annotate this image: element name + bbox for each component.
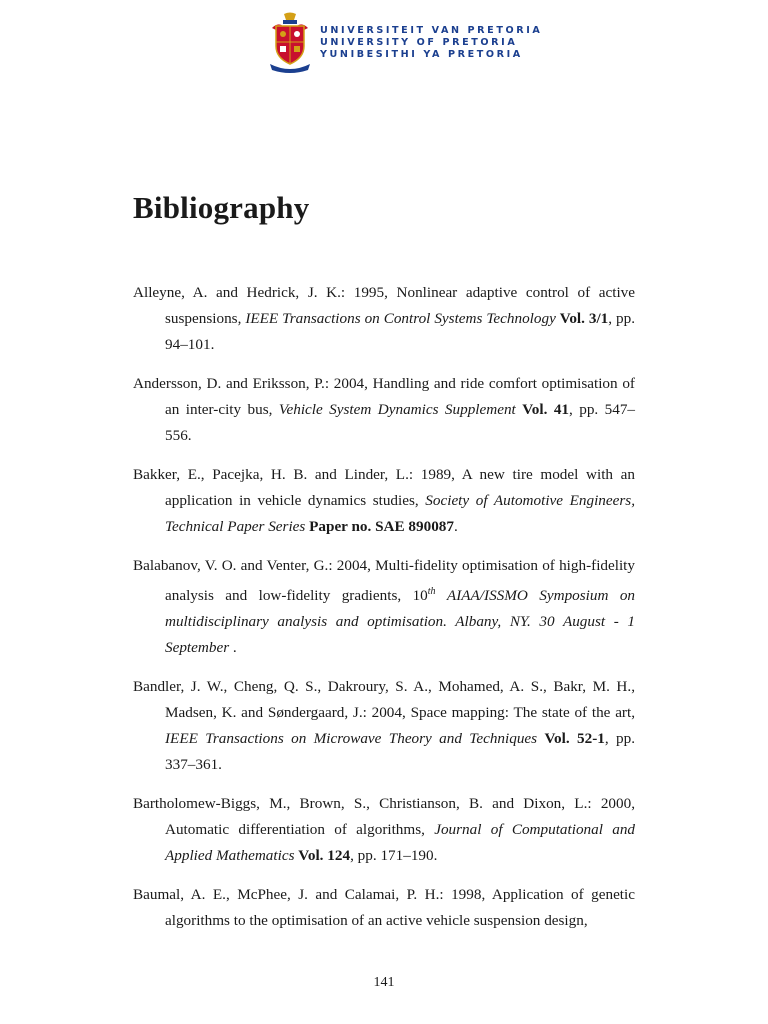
reference-entry [133, 280, 635, 358]
page-number: 141 [373, 975, 395, 990]
ref-title: Nonlinear adaptive control of active suspensions, [165, 284, 636, 327]
ref-authors: Bartholomew-Biggs, M., Brown, S., Christianson, B. and Dixon, L.: 2000, [133, 795, 635, 813]
ref-journal-superscript: th [427, 586, 436, 597]
university-name-afrikaans: UNIVERSITEIT VAN PRETORIA [320, 25, 543, 36]
ref-pages: , pp. 94–101. [165, 310, 635, 353]
ref-volume: Vol. 52-1 [544, 730, 605, 748]
ref-volume: Vol. 41 [522, 401, 570, 418]
ref-title: A new tire model with an application in vehicle dynamics studies, [165, 466, 636, 509]
reference-entry [133, 791, 635, 869]
ref-title: Automatic differentiation of algorithms, [165, 821, 425, 839]
ref-pages: , pp. 171–190. [350, 847, 438, 865]
university-name-sepedi: YUNIBESITHI YA PRETORIA [320, 49, 523, 60]
ref-pages: . [454, 518, 458, 535]
ref-authors: Baumal, A. E., McPhee, J. and Calamai, P. H.: 1998, [133, 886, 486, 904]
ref-authors: Bakker, E., Pacejka, H. B. and Linder, L.: 1989, [133, 466, 455, 483]
ref-pages: , pp. 547–556. [165, 401, 636, 444]
reference-entry [133, 371, 635, 449]
ref-title: Application of genetic algorithms to the optimisation of an active vehicle suspension design, [165, 886, 635, 930]
ref-pages: , pp. 337–361. [165, 730, 636, 774]
reference-list [133, 280, 635, 947]
ref-journal: AIAA/ISSMO Symposium on multidisciplinary analysis and optimisation. Albany, NY. 30 August - 1 September [165, 587, 636, 657]
reference-entry [133, 674, 635, 778]
reference-entry [133, 553, 635, 661]
ref-pages: . [229, 639, 237, 657]
university-names [320, 25, 542, 61]
ref-journal: Society of Automotive Engineers, Technical Paper Series [165, 492, 635, 535]
ref-journal: IEEE Transactions on Microwave Theory and Techniques [165, 730, 538, 748]
ref-authors: Balabanov, V. O. and Venter, G.: 2004, [133, 557, 371, 574]
ref-journal: Journal of Computational and Applied Mathematics [165, 821, 636, 865]
ref-title: Multi-fidelity optimisation of high-fidelity analysis and low-fidelity gradients, [165, 557, 635, 605]
university-crest-logo [268, 12, 312, 74]
ref-volume: Vol. 124 [298, 847, 351, 865]
ref-journal: Vehicle System Dynamics Supplement [278, 401, 516, 418]
ref-volume: Paper no. SAE 890087 [309, 518, 454, 535]
ref-authors: Andersson, D. and Eriksson, P.: 2004, [133, 375, 368, 392]
ref-journal: IEEE Transactions on Control Systems Technology [245, 310, 556, 327]
university-name-english: UNIVERSITY OF PRETORIA [320, 37, 518, 48]
ref-journal-prefix: 10 [412, 587, 428, 605]
ref-volume: Vol. 3/1 [559, 310, 609, 327]
reference-entry [133, 462, 635, 540]
ref-title: Handling and ride comfort optimisation of an inter-city bus, [165, 375, 635, 418]
ref-title: Space mapping: The state of the art, [410, 704, 636, 722]
ref-authors: Alleyne, A. and Hedrick, J. K.: 1995, [133, 284, 388, 301]
chapter-title: Bibliography [133, 190, 310, 225]
ref-authors: Bandler, J. W., Cheng, Q. S., Dakroury, S. A., Mohamed, A. S., Bakr, M. H., Madsen, K. and Søndergaard, J.: 2004, [133, 678, 635, 722]
page-header [268, 12, 542, 74]
reference-entry [133, 882, 635, 934]
